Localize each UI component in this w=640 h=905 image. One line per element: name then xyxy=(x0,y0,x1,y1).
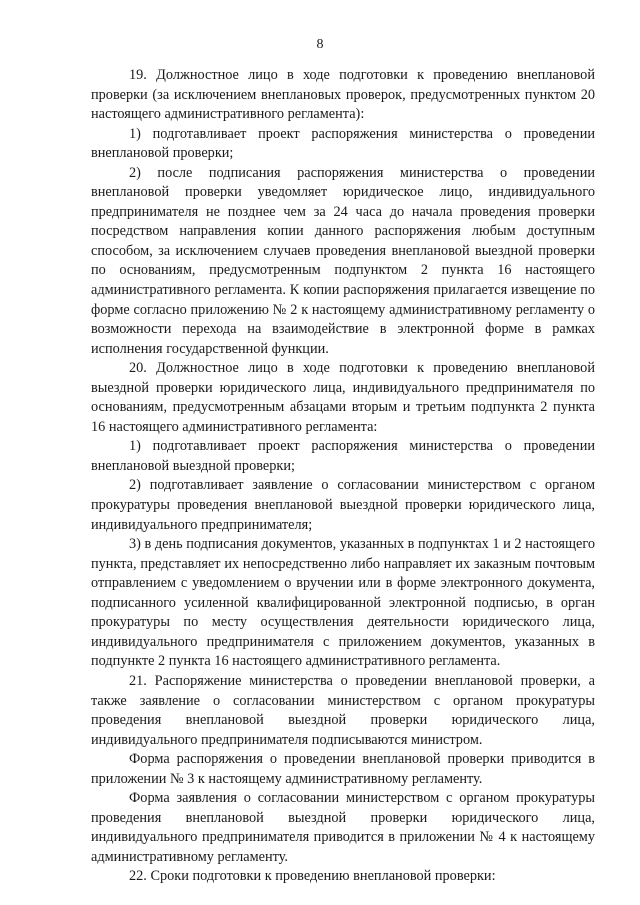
paragraph-20-item-1: 1) подготавливает проект распоряжения министерства о проведении внеплановой выездной проверки; xyxy=(91,438,595,474)
page-number: 8 xyxy=(316,37,324,52)
paragraph-19-item-2: 2) после подписания распоряжения министерства о проведении внеплановой проверки уведомляет юридическое лицо, индивидуального предпринимателя не позднее чем за 24 часа до начала проведения проверки посредством направления копии данного распоряжения любым доступным способом, за исключением случаев проведения внеплановой выездной проверки по основаниям, предусмотренным подпунктом 2 пункта 16 настоящего административного регламента. К копии распоряжения прилагается извещение по форме согласно приложению № 2 к настоящему административному регламенту о возможности перехода на взаимодействие в электронной форме в рамках исполнения государственной функции. xyxy=(91,164,595,357)
paragraph-20: 20. Должностное лицо в ходе подготовки к проведению внеплановой выездной проверки юридического лица, индивидуального предпринимателя по основаниям, предусмотренным абзацами вторым и третьим подпункта 2 пункта 16 настоящего административного регламента: xyxy=(91,360,595,435)
paragraph-20-item-3: 3) в день подписания документов, указанных в подпунктах 1 и 2 настоящего пункта, представляет их непосредственно либо направляет их заказным почтовым отправлением с уведомлением о вручении или в форме электронного документа, подписанного усиленной квалифицированной электронной подписью, в орган прокуратуры по месту осуществления деятельности юридического лица, индивидуального предпринимателя с приложением документов, указанных в подпункте 2 пункта 16 настоящего административного регламента. xyxy=(91,536,595,670)
paragraph-20-item-2: 2) подготавливает заявление о согласовании министерством с органом прокуратуры проведения внеплановой выездной проверки юридического лица, индивидуального предпринимателя; xyxy=(91,477,595,533)
paragraph-order-form: Форма распоряжения о проведении внеплановой проверки приводится в приложении № 3 к настоящему административному регламенту. xyxy=(91,751,595,787)
paragraph-21: 21. Распоряжение министерства о проведении внеплановой проверки, а также заявление о согласовании министерством с органом прокуратуры проведения внеплановой выездной проверки юридического лица, индивидуального предпринимателя подписываются министром. xyxy=(91,672,595,748)
paragraph-19-item-1: 1) подготавливает проект распоряжения министерства о проведении внеплановой проверки; xyxy=(91,125,595,162)
paragraph-application-form: Форма заявления о согласовании министерством с органом прокуратуры проведения внеплановой выездной проверки юридического лица, индивидуального предпринимателя приводится в приложении № 4 к настоящему административному регламенту. xyxy=(91,790,595,865)
paragraph-19: 19. Должностное лицо в ходе подготовки к проведению внеплановой проверки (за исключением внеплановых проверок, предусмотренных пунктом 20 настоящего административного регламента): xyxy=(91,67,595,123)
paragraph-22: 22. Сроки подготовки к проведению внеплановой проверки: xyxy=(129,868,496,885)
document-body xyxy=(91,66,595,887)
